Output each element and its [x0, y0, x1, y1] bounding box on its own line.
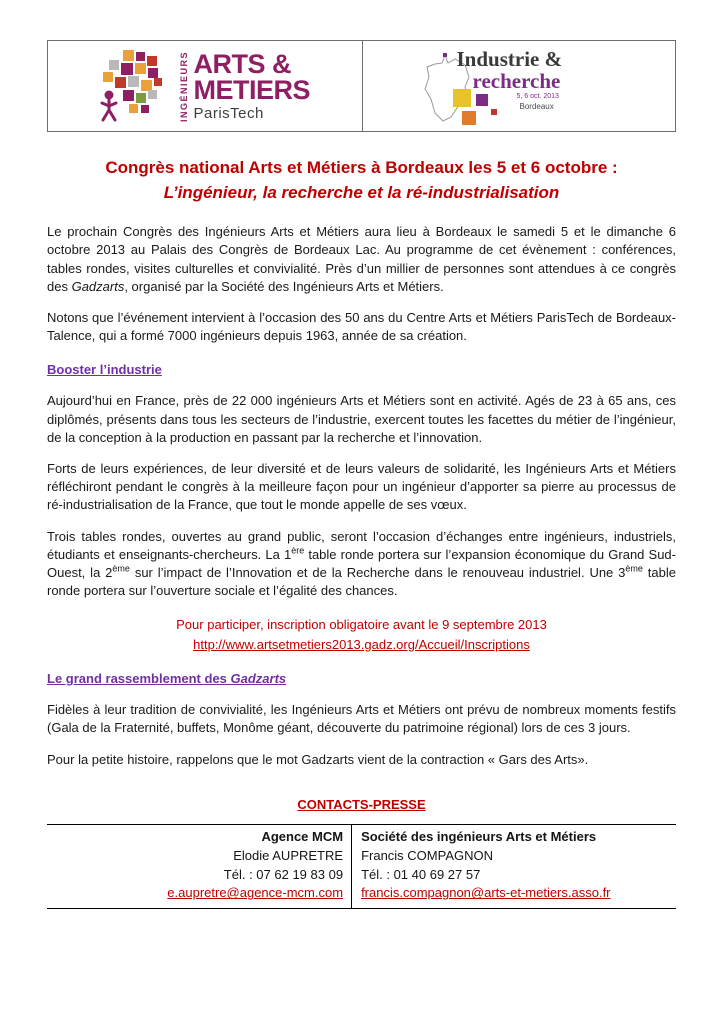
arts-metiers-logo — [48, 41, 362, 131]
contacts-heading-text: CONTACTS-PRESSE — [297, 796, 426, 812]
paristech-label: ParisTech — [193, 105, 264, 123]
section-heading-booster-text: Booster l’industrie — [47, 362, 162, 378]
sup-eme-2: ème — [625, 563, 643, 574]
society-contact-person: Francis COMPAGNON — [361, 847, 493, 863]
mosaic-logo-icon — [99, 48, 175, 124]
event-city-label: Bordeaux — [519, 102, 554, 111]
registration-deadline: Pour participer, inscription obligatoire avant le 9 septembre 2013 — [176, 617, 547, 633]
paragraph-intro — [47, 223, 676, 296]
agency-name: Agence MCM — [261, 828, 344, 844]
section-heading-rassemblement — [47, 671, 676, 686]
paragraph-reindustrialisation: Forts de leurs expériences, de leur diversité et de leurs valeurs de solidarité, les Ingénieurs Arts et Métiers réfléchiront pendant le congrès à la meilleure façon pour un ingénieur d’apporter sa pierre au processus de ré-industrialisation de la France, que tout le monde appelle de ses vœux. — [47, 460, 676, 513]
agency-phone: Tél. : 07 62 19 83 09 — [223, 866, 344, 882]
paragraph-anniversary: Notons que l’événement intervient à l’occasion des 50 ans du Centre Arts et Métiers ParisTech de Bordeaux-Talence, qui a formé 7000 ingénieurs depuis 1963, année de sa création. — [47, 310, 676, 344]
agency-contact-column — [47, 825, 352, 908]
agency-email-link[interactable]: e.aupretre@agence-mcm.com — [167, 885, 344, 901]
contacts-heading — [47, 797, 676, 812]
society-email-link[interactable]: francis.compagnon@arts-et-metiers.asso.fr — [361, 885, 611, 901]
society-name: Société des ingénieurs Arts et Métiers — [361, 828, 597, 844]
paragraph-engineers: Aujourd’hui en France, près de 22 000 ingénieurs Arts et Métiers sont en activité. Agés de 23 à 65 ans, ces diplômés, présents dans tous les secteurs de l’industrie, exercent toutes les facettes du métier de l’ingénieur, de la conception à la production en passant par la recherche et l’innovation. — [47, 393, 676, 445]
rassemblement-heading-text: Le grand rassemblement des — [47, 671, 231, 687]
ingenieurs-vertical-label: INGÉNIEURS — [179, 50, 190, 122]
paragraph-etymologie: Pour la petite histoire, rappelons que le mot Gadzarts vient de la contraction « Gars des Arts». — [47, 751, 589, 767]
person-figure-icon — [105, 91, 114, 100]
tables-rondes-2: table ronde portera sur l’expansion économique du Grand Sud-Ouest, la 2 — [47, 546, 676, 580]
recherche-label: recherche — [472, 69, 561, 93]
tables-rondes-3: sur l’impact de l’Innovation et de la Recherche dans le renouveau industriel. Une 3 — [129, 564, 626, 580]
paragraph-intro-end: , organisé par la Société des Ingénieurs Arts et Métiers. — [124, 278, 444, 294]
society-contact-column — [352, 825, 676, 908]
contacts-table — [47, 824, 676, 909]
press-release-title — [47, 156, 676, 205]
arts-metiers-wordmark — [193, 48, 310, 123]
industrie-recherche-logo-cell — [362, 41, 676, 131]
paragraph-tables-rondes — [47, 528, 676, 601]
title-line-2: L’ingénieur, la recherche et la ré-industrialisation — [163, 182, 560, 202]
registration-link[interactable]: http://www.artsetmetiers2013.gadz.org/Accueil/Inscriptions — [193, 636, 530, 652]
title-line-1: Congrès national Arts et Métiers à Bordeaux les 5 et 6 octobre : — [105, 158, 618, 177]
tables-rondes-1: Trois tables rondes, ouvertes au grand public, seront l’occasion d’échanges entre ingénieurs, industriels, étudiants et enseignants-chercheurs. La 1 — [47, 528, 676, 562]
registration-note — [47, 615, 676, 654]
paragraph-intro-text: Le prochain Congrès des Ingénieurs Arts et Métiers aura lieu à Bordeaux le samedi 5 et le dimanche 6 octobre 2013 au Palais des Congrès de Bordeaux Lac. Au programme de cet évènement : conférences, tables rondes, visites culturelles et convivialité. Près d’un millier de personnes sont attendues à ce congrès des — [47, 224, 676, 294]
paragraph-festivites: Fidèles à leur tradition de convivialité, les Ingénieurs Arts et Métiers ont prévu de nombreux moments festifs (Gala de la Fraternité, buffets, Monôme géant, découverte du patrimoine régional) lors de ces 3 jours. — [47, 702, 676, 736]
sup-eme-1: ème — [112, 563, 130, 574]
sup-ere: ère — [291, 545, 305, 556]
section-heading-booster — [47, 362, 676, 377]
logo-header — [47, 40, 676, 132]
wordmark-line-2: METIERS — [193, 75, 310, 105]
arts-metiers-logo-cell — [48, 41, 362, 131]
wordmark-line-1: ARTS & — [193, 48, 291, 79]
industrie-label: Industrie & — [456, 47, 563, 71]
body-text — [47, 223, 676, 769]
gadzarts-italic: Gadzarts — [71, 278, 125, 294]
society-phone: Tél. : 01 40 69 27 57 — [361, 866, 481, 882]
agency-contact-person: Elodie AUPRETRE — [233, 847, 344, 863]
event-date-label: 5, 6 oct. 2013 — [516, 93, 559, 100]
tables-rondes-4: table ronde portera sur l’ouverture sociale et l’égalité des chances. — [47, 564, 676, 599]
rassemblement-gadzarts-italic: Gadzarts — [230, 671, 287, 687]
